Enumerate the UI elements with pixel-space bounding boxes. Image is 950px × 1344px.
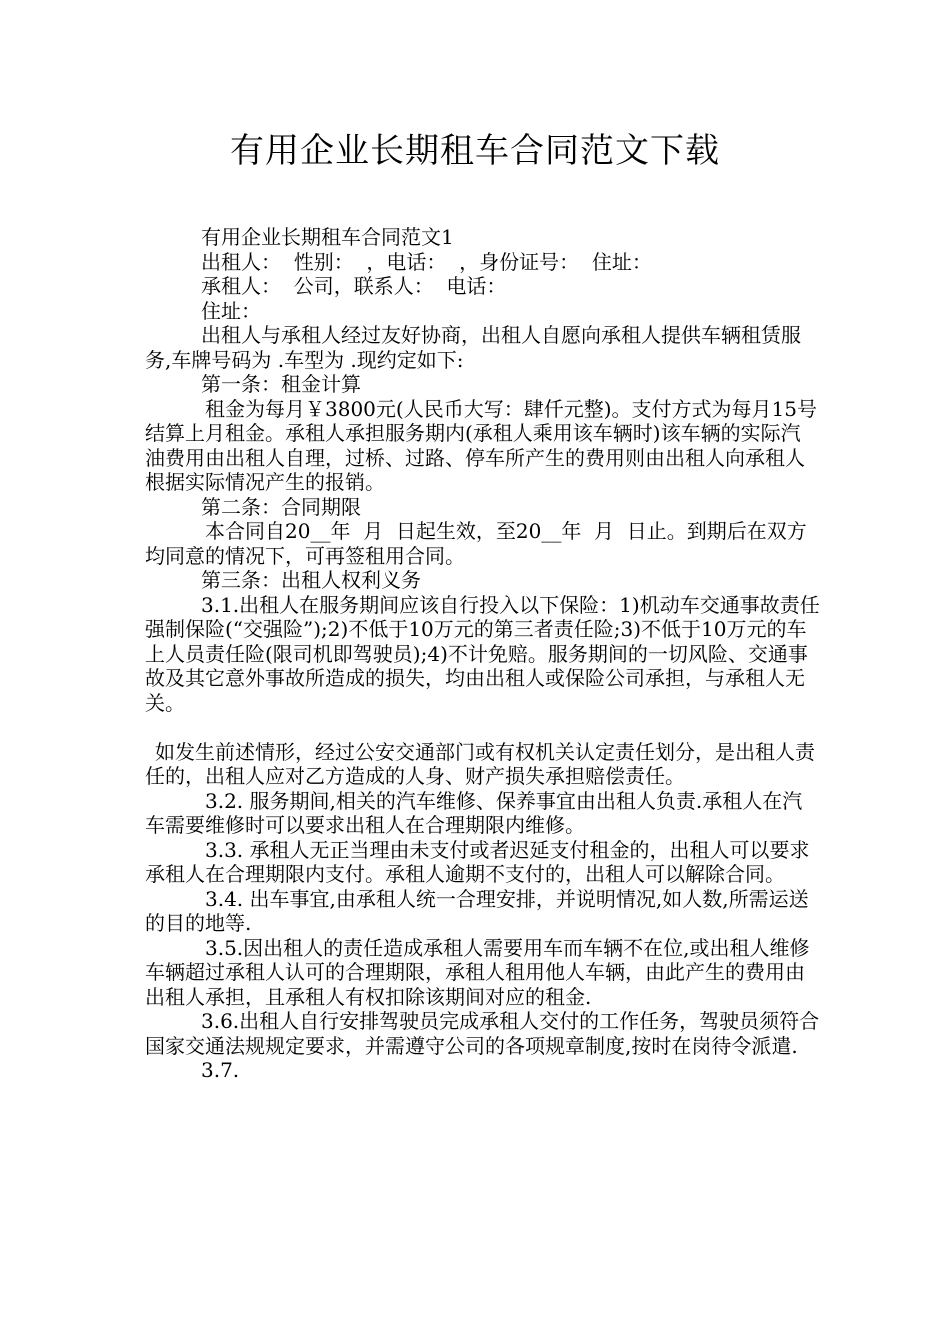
document-title: 有用企业长期租车合同范文下载 (230, 131, 720, 171)
clause-3-2: 3.2. 服务期间,相关的汽车维修、保养事宜由出租人负责.承租人在汽车需要维修时可以要求出租人在合理期限内维修。 (145, 788, 803, 837)
document-body (145, 225, 820, 1083)
clause-3-7: 3.7. (201, 1058, 240, 1082)
article-1-heading: 第一条：租金计算 (201, 372, 361, 396)
clause-3-6: 3.6.出租人自行安排驾驶员完成承租人交付的工作任务，驾驶员须符合国家交通法规规定要求，并需遵守公司的各项规章制度,按时在岗待令派遣. (145, 1009, 820, 1058)
section-heading: 有用企业长期租车合同范文1 (201, 225, 454, 249)
address-line: 住址： (201, 298, 261, 323)
clause-3-1-continued: 如发生前述情形，经过公安交通部门或有权机关认定责任划分，是出租人责任的，出租人应对乙方造成的人身、财产损失承担赔偿责任。 (145, 739, 815, 788)
article-2-body: 本合同自20__年 月 日起生效，至20__年 月 日止。到期后在双方均同意的情况下，可再签租用合同。 (145, 519, 807, 568)
lessor-info-line: 出租人： 性别： ，电话： ，身份证号： 住址： (201, 249, 652, 274)
article-2-heading: 第二条：合同期限 (201, 494, 361, 519)
intro-paragraph: 出租人与承租人经过友好协商，出租人自愿向承租人提供车辆租赁服务,车牌号码为 .车型为 .现约定如下: (145, 323, 801, 372)
clause-3-4: 3.4. 出车事宜,由承租人统一合理安排，并说明情况,如人数,所需运送的目的地等. (145, 886, 809, 935)
clause-3-5: 3.5.因出租人的责任造成承租人需要用车而车辆不在位,或出租人维修车辆超过承租人认可的合理期限，承租人租用他人车辆，由此产生的费用由出租人承担，且承租人有权扣除该期间对应的租金. (145, 935, 810, 1009)
clause-3-3: 3.3. 承租人无正当理由未支付或者迟延支付租金的，出租人可以要求承租人在合理期限内支付。承租人逾期不支付的，出租人可以解除合同。 (145, 837, 810, 886)
lessee-info-line: 承租人： 公司，联系人： 电话： (201, 274, 507, 298)
paragraph-gap (145, 715, 820, 740)
clause-3-1: 3.1.出租人在服务期间应该自行投入以下保险：1)机动车交通事故责任强制保险(“交强险”);2)不低于10万元的第三者责任险;3)不低于10万元的车上人员责任险(限司机即驾驶员);4)不计免赔。服务期间的一切风险、交通事故及其它意外事故所造成的损失，均由出租人或保险公司承担，与承租人无关。 (145, 592, 820, 715)
article-1-body: 租金为每月￥3800元(人民币大写：肆仟元整)。支付方式为每月15号结算上月租金。承租人承担服务期内(承租人乘用该车辆时)该车辆的实际汽油费用由出租人自理，过桥、过路、停车所产生的费用则由出租人向承租人根据实际情况产生的报销。 (145, 396, 817, 494)
article-3-heading: 第三条：出租人权利义务 (201, 568, 421, 592)
